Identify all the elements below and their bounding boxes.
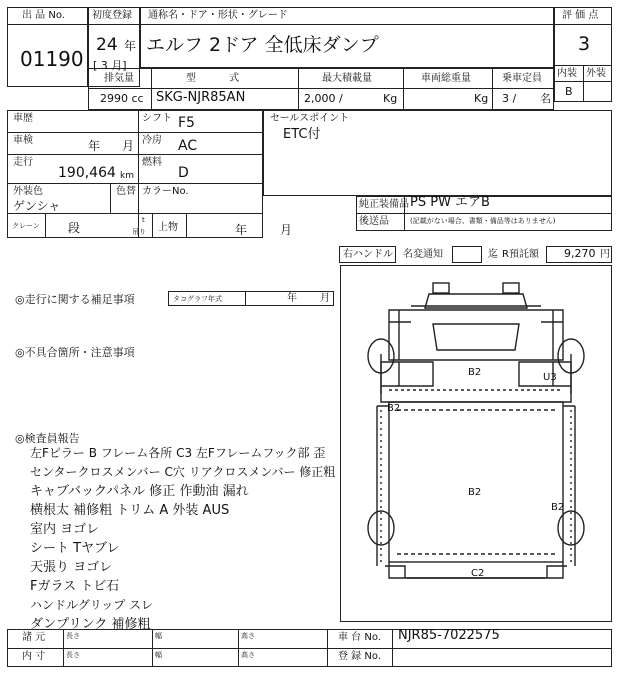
displacement: 2990 cc: [100, 92, 144, 105]
reg-no-label: 登 録 No.: [338, 651, 381, 662]
recycle-amount: 9,270: [564, 247, 596, 260]
inspector-line: Fガラス トビ石: [30, 579, 120, 594]
sales-point-label: セールスポイント: [270, 113, 350, 124]
capacity: 3 /: [502, 92, 517, 105]
inner-label: 内 寸: [22, 651, 46, 662]
shift: F5: [178, 115, 195, 131]
exterior-color: ゲンシャ: [13, 199, 61, 213]
inspection-year: 年: [88, 139, 101, 153]
defects-label: ◎不具合箇所・注意事項: [15, 346, 135, 359]
inspector-line: センタークロスメンバー C穴 リアクロスメンバー 修正粗: [30, 465, 336, 479]
damage-diagram: [340, 265, 612, 622]
upper-label: 上物: [158, 222, 178, 233]
max-load: 2,000 /: [304, 92, 343, 105]
tax-label: 迄: [488, 249, 498, 260]
inspector-line: ダンプリンク 補修粗: [30, 617, 151, 632]
equipment: PS PW エアB: [410, 195, 490, 210]
mileage: 190,464: [58, 165, 116, 181]
driving-notes-label: ◎走行に関する補足事項: [15, 293, 135, 306]
model-code-label: 型 式: [186, 73, 240, 84]
upper-year: 年: [235, 223, 248, 237]
grade-label: 評 価 点: [562, 10, 599, 21]
mark-left: B2: [387, 403, 401, 414]
tachograph-month: 月: [320, 293, 330, 304]
gross-weight-unit: Kg: [474, 92, 489, 105]
crane-ton: 吊り: [132, 228, 146, 236]
mark-rear: C2: [471, 568, 485, 579]
lot-no-label: 出 品 No.: [22, 10, 65, 21]
width-label: 幅: [155, 651, 162, 659]
name-change-box: [452, 246, 482, 263]
ac: AC: [178, 138, 198, 154]
model-label: 通称名・ドア・形状・グレード: [148, 10, 288, 21]
displacement-label: 排気量: [104, 73, 134, 84]
inspector-line: キャブバックパネル 修正 作動油 漏れ: [30, 484, 249, 499]
chassis-no-label: 車 台 No.: [338, 632, 381, 643]
mark-bed: B2: [468, 487, 482, 498]
recycle-unit: 円: [600, 249, 610, 260]
first-reg-year-unit: 年: [124, 39, 137, 53]
inspector-line: シート Tヤブレ: [30, 541, 120, 556]
lot-no: 01190: [20, 47, 84, 71]
sales-point: ETC付: [283, 127, 321, 142]
mark-u3: U3: [543, 372, 557, 383]
max-load-label: 最大積載量: [322, 73, 372, 84]
recycle-label: R預託額: [502, 249, 539, 260]
model-name: エルフ 2ドア 全低床ダンプ: [146, 34, 379, 56]
max-load-unit: Kg: [383, 92, 398, 105]
ac-label: 冷房: [142, 135, 162, 146]
interior-grade: B: [565, 85, 573, 98]
length-label: 長さ: [66, 632, 80, 640]
tachograph-year: 年: [287, 293, 297, 304]
mileage-label: 走行: [13, 157, 33, 168]
steering: 右ハンドル: [343, 249, 393, 260]
inspector-line: 天張り ヨゴレ: [30, 560, 113, 575]
color-no-label: カラーNo.: [142, 186, 189, 197]
aftermarket-note: (記載がない場合、書類・備品等はありません): [410, 217, 556, 225]
height-label: 高さ: [241, 632, 255, 640]
inspection-month: 月: [122, 139, 135, 153]
fuel: D: [178, 165, 189, 181]
model-code: SKG-NJR85AN: [156, 90, 246, 105]
color-change-label: 色替: [116, 186, 136, 197]
inspector-line: 室内 ヨゴレ: [30, 522, 100, 537]
gross-weight-label: 車両総重量: [421, 73, 471, 84]
fuel-label: 燃料: [142, 157, 162, 168]
inspector-line: 左Fピラー B フレーム各所 C3 左Fフレームフック部 歪: [30, 446, 326, 460]
width-label: 幅: [155, 632, 162, 640]
capacity-label: 乗車定員: [502, 73, 542, 84]
inspection-label: 車検: [13, 135, 33, 146]
mark-cab-top: B2: [468, 367, 482, 378]
crane-label: クレーン: [12, 222, 40, 230]
capacity-unit: 名: [540, 92, 551, 105]
interior-label: 内装: [557, 68, 577, 79]
mark-right: B2: [551, 502, 565, 513]
crane-steps: 段: [68, 221, 81, 235]
inspector-line: ハンドルグリップ スレ: [30, 598, 154, 612]
first-reg-year: 24: [96, 35, 118, 55]
crane-ton-top: t: [142, 216, 145, 224]
history-label: 車歴: [13, 113, 33, 124]
aftermarket-label: 後送品: [359, 216, 389, 227]
dimensions-label: 諸 元: [22, 632, 46, 643]
inspector-line: 横根太 補修粗 トリム A 外装 AUS: [30, 503, 230, 518]
mileage-unit: km: [120, 171, 134, 181]
shift-label: シフト: [142, 113, 172, 124]
name-change-label: 名変通知: [403, 249, 443, 260]
height-label: 高さ: [241, 651, 255, 659]
upper-month: 月: [280, 223, 293, 237]
length-label: 長さ: [66, 651, 80, 659]
inspector-label: ◎検査員報告: [15, 432, 80, 445]
tachograph-label: タコグラフ年式: [173, 295, 222, 303]
first-reg-label: 初度登録: [92, 10, 132, 21]
overall-grade: 3: [578, 33, 591, 55]
exterior-color-label: 外装色: [13, 186, 43, 197]
first-reg-month: [ 3 月]: [93, 59, 127, 72]
exterior-label: 外装: [586, 68, 606, 79]
chassis-no: NJR85-7022575: [398, 628, 500, 643]
equipment-label: 純正装備品: [359, 199, 409, 210]
